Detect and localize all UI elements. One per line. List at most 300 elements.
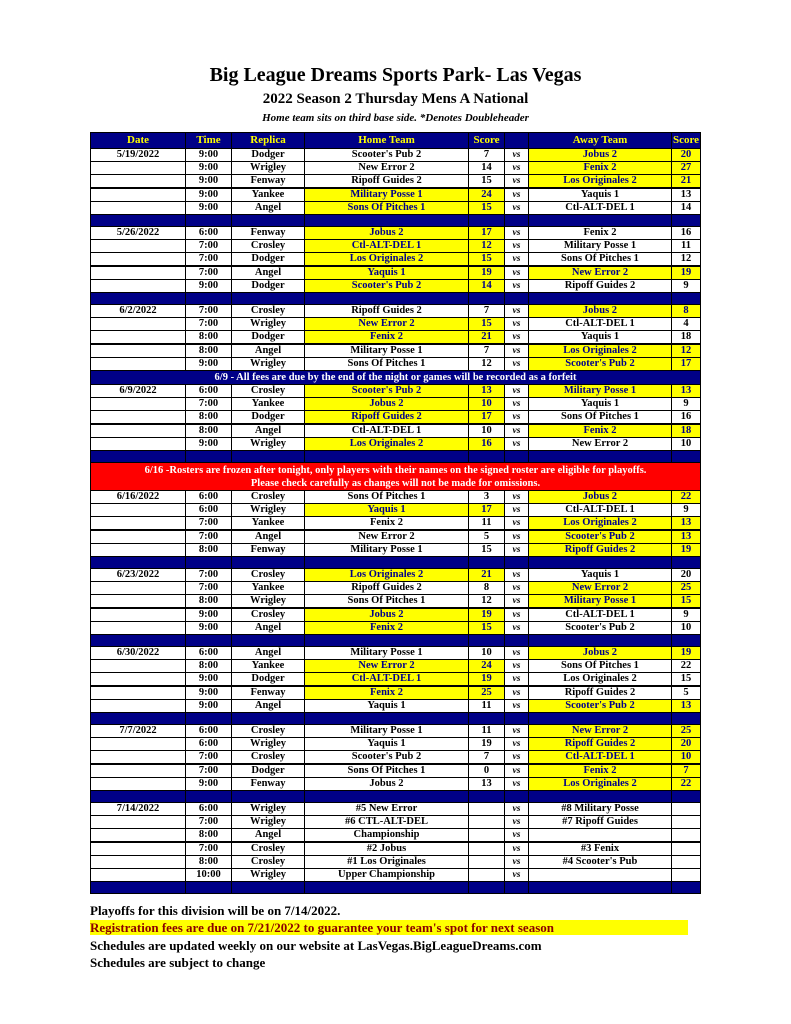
date-cell bbox=[91, 700, 186, 713]
vs-cell: vs bbox=[505, 398, 529, 411]
date-cell bbox=[91, 318, 186, 331]
away-score-cell: 9 bbox=[672, 398, 701, 411]
separator-cell bbox=[505, 791, 529, 803]
date-cell bbox=[91, 504, 186, 517]
home-score-cell: 11 bbox=[469, 725, 505, 738]
game-row bbox=[91, 738, 701, 751]
home-score-cell: 17 bbox=[469, 504, 505, 517]
separator-cell bbox=[672, 215, 701, 227]
home-team-cell: Jobus 2 bbox=[305, 608, 469, 622]
time-cell: 8:00 bbox=[186, 411, 232, 425]
home-score-cell: 12 bbox=[469, 358, 505, 371]
replica-cell: Wrigley bbox=[232, 803, 305, 816]
vs-cell: vs bbox=[505, 280, 529, 293]
separator-cell bbox=[232, 791, 305, 803]
home-team-cell: Fenix 2 bbox=[305, 517, 469, 531]
away-team-cell: Fenix 2 bbox=[529, 162, 672, 175]
home-team-cell: Jobus 2 bbox=[305, 227, 469, 240]
time-cell: 8:00 bbox=[186, 595, 232, 609]
date-cell: 6/23/2022 bbox=[91, 569, 186, 582]
date-cell: 6/16/2022 bbox=[91, 491, 186, 504]
away-team-cell: Scooter's Pub 2 bbox=[529, 700, 672, 713]
date-cell bbox=[91, 686, 186, 700]
game-row bbox=[91, 842, 701, 856]
time-cell: 9:00 bbox=[186, 438, 232, 451]
game-row bbox=[91, 344, 701, 358]
separator-cell bbox=[91, 293, 186, 305]
separator-cell bbox=[232, 882, 305, 894]
time-cell: 7:00 bbox=[186, 530, 232, 544]
separator-cell bbox=[186, 293, 232, 305]
time-cell: 7:00 bbox=[186, 517, 232, 531]
away-score-cell: 9 bbox=[672, 280, 701, 293]
vs-cell: vs bbox=[505, 331, 529, 345]
away-team-cell: Fenix 2 bbox=[529, 424, 672, 438]
time-cell: 7:00 bbox=[186, 253, 232, 267]
separator-cell bbox=[469, 882, 505, 894]
game-row bbox=[91, 544, 701, 557]
home-score-cell: 14 bbox=[469, 162, 505, 175]
away-score-cell: 9 bbox=[672, 504, 701, 517]
date-cell bbox=[91, 253, 186, 267]
away-score-cell: 10 bbox=[672, 438, 701, 451]
game-row bbox=[91, 622, 701, 635]
away-team-cell: Jobus 2 bbox=[529, 149, 672, 162]
vs-cell: vs bbox=[505, 227, 529, 240]
home-team-cell: Yaquis 1 bbox=[305, 738, 469, 751]
game-row bbox=[91, 595, 701, 609]
away-team-cell: Yaquis 1 bbox=[529, 398, 672, 411]
date-cell bbox=[91, 530, 186, 544]
vs-cell: vs bbox=[505, 344, 529, 358]
away-team-cell: #3 Fenix bbox=[529, 842, 672, 856]
date-cell: 6/30/2022 bbox=[91, 647, 186, 660]
game-row bbox=[91, 202, 701, 215]
home-score-cell: 0 bbox=[469, 764, 505, 778]
separator-cell bbox=[232, 451, 305, 463]
separator-cell bbox=[529, 713, 672, 725]
separator-cell bbox=[505, 215, 529, 227]
separator-cell bbox=[469, 215, 505, 227]
away-team-cell: Ctl-ALT-DEL 1 bbox=[529, 608, 672, 622]
home-team-cell: Ripoff Guides 2 bbox=[305, 582, 469, 595]
time-cell: 7:00 bbox=[186, 582, 232, 595]
home-score-cell: 19 bbox=[469, 673, 505, 687]
away-score-cell: 4 bbox=[672, 318, 701, 331]
game-row bbox=[91, 856, 701, 869]
date-cell bbox=[91, 240, 186, 253]
vs-cell: vs bbox=[505, 764, 529, 778]
game-row bbox=[91, 725, 701, 738]
vs-cell: vs bbox=[505, 491, 529, 504]
date-cell: 6/2/2022 bbox=[91, 305, 186, 318]
separator-cell bbox=[529, 293, 672, 305]
replica-cell: Fenway bbox=[232, 175, 305, 189]
away-score-cell: 19 bbox=[672, 266, 701, 280]
home-team-cell: Fenix 2 bbox=[305, 622, 469, 635]
away-score-cell: 17 bbox=[672, 358, 701, 371]
home-score-cell: 7 bbox=[469, 751, 505, 765]
away-score-cell: 25 bbox=[672, 582, 701, 595]
game-row bbox=[91, 188, 701, 202]
away-score-cell bbox=[672, 816, 701, 829]
col-header-home-team: Home Team bbox=[305, 133, 469, 149]
away-score-cell: 20 bbox=[672, 569, 701, 582]
game-row bbox=[91, 608, 701, 622]
separator-cell bbox=[505, 293, 529, 305]
away-score-cell: 8 bbox=[672, 305, 701, 318]
game-row bbox=[91, 504, 701, 517]
col-header-time: Time bbox=[186, 133, 232, 149]
game-row bbox=[91, 569, 701, 582]
date-cell: 7/7/2022 bbox=[91, 725, 186, 738]
time-cell: 9:00 bbox=[186, 175, 232, 189]
home-score-cell: 25 bbox=[469, 686, 505, 700]
game-row bbox=[91, 411, 701, 425]
separator-cell bbox=[672, 635, 701, 647]
replica-cell: Dodger bbox=[232, 149, 305, 162]
home-score-cell: 21 bbox=[469, 331, 505, 345]
separator-cell bbox=[672, 713, 701, 725]
away-score-cell: 14 bbox=[672, 202, 701, 215]
away-team-cell: Ripoff Guides 2 bbox=[529, 544, 672, 557]
replica-cell: Crosley bbox=[232, 751, 305, 765]
home-team-cell: Ripoff Guides 2 bbox=[305, 305, 469, 318]
vs-cell: vs bbox=[505, 530, 529, 544]
separator-cell bbox=[529, 635, 672, 647]
game-row bbox=[91, 240, 701, 253]
separator-cell bbox=[305, 215, 469, 227]
separator-row bbox=[91, 635, 701, 647]
replica-cell: Wrigley bbox=[232, 595, 305, 609]
separator-cell bbox=[305, 451, 469, 463]
separator-cell bbox=[469, 635, 505, 647]
separator-cell bbox=[529, 451, 672, 463]
vs-cell: vs bbox=[505, 869, 529, 882]
time-cell: 9:00 bbox=[186, 673, 232, 687]
home-team-cell: #5 New Error bbox=[305, 803, 469, 816]
away-team-cell: Ctl-ALT-DEL 1 bbox=[529, 751, 672, 765]
vs-cell: vs bbox=[505, 569, 529, 582]
date-cell bbox=[91, 673, 186, 687]
roster-banner-line1: 6/16 -Rosters are frozen after tonight, only players with their names on the signed roster are eligible for playoffs. bbox=[144, 464, 647, 476]
away-team-cell: Ripoff Guides 2 bbox=[529, 686, 672, 700]
game-row bbox=[91, 582, 701, 595]
away-score-cell bbox=[672, 869, 701, 882]
away-team-cell: New Error 2 bbox=[529, 582, 672, 595]
vs-cell: vs bbox=[505, 856, 529, 869]
replica-cell: Wrigley bbox=[232, 504, 305, 517]
away-team-cell: Ripoff Guides 2 bbox=[529, 280, 672, 293]
separator-cell bbox=[469, 791, 505, 803]
replica-cell: Crosley bbox=[232, 725, 305, 738]
time-cell: 6:00 bbox=[186, 385, 232, 398]
game-row bbox=[91, 227, 701, 240]
home-score-cell: 7 bbox=[469, 344, 505, 358]
replica-cell: Crosley bbox=[232, 842, 305, 856]
game-row bbox=[91, 869, 701, 882]
separator-cell bbox=[305, 293, 469, 305]
away-team-cell: Sons Of Pitches 1 bbox=[529, 253, 672, 267]
home-team-note: Home team sits on third base side. *Denotes Doubleheader bbox=[262, 112, 529, 124]
masthead bbox=[0, 0, 791, 125]
vs-cell: vs bbox=[505, 424, 529, 438]
away-team-cell: Sons Of Pitches 1 bbox=[529, 660, 672, 673]
home-score-cell: 17 bbox=[469, 411, 505, 425]
vs-cell: vs bbox=[505, 725, 529, 738]
date-cell bbox=[91, 829, 186, 843]
away-team-cell: Fenix 2 bbox=[529, 764, 672, 778]
game-row bbox=[91, 162, 701, 175]
away-team-cell: Military Posse 1 bbox=[529, 595, 672, 609]
time-cell: 9:00 bbox=[186, 700, 232, 713]
game-row bbox=[91, 438, 701, 451]
away-team-cell: Ctl-ALT-DEL 1 bbox=[529, 318, 672, 331]
replica-cell: Crosley bbox=[232, 491, 305, 504]
replica-cell: Angel bbox=[232, 202, 305, 215]
separator-cell bbox=[505, 451, 529, 463]
away-score-cell: 13 bbox=[672, 188, 701, 202]
game-row bbox=[91, 305, 701, 318]
date-cell bbox=[91, 778, 186, 791]
away-score-cell: 10 bbox=[672, 622, 701, 635]
separator-cell bbox=[91, 215, 186, 227]
col-header-vs bbox=[505, 133, 529, 149]
home-score-cell: 13 bbox=[469, 778, 505, 791]
time-cell: 6:00 bbox=[186, 227, 232, 240]
date-cell bbox=[91, 582, 186, 595]
away-team-cell: Sons Of Pitches 1 bbox=[529, 411, 672, 425]
home-score-cell: 21 bbox=[469, 569, 505, 582]
home-team-cell: #6 CTL-ALT-DEL bbox=[305, 816, 469, 829]
separator-cell bbox=[529, 557, 672, 569]
time-cell: 7:00 bbox=[186, 398, 232, 411]
away-score-cell: 22 bbox=[672, 491, 701, 504]
separator-cell bbox=[672, 451, 701, 463]
replica-cell: Crosley bbox=[232, 305, 305, 318]
game-row bbox=[91, 358, 701, 371]
home-score-cell: 5 bbox=[469, 530, 505, 544]
date-cell bbox=[91, 751, 186, 765]
time-cell: 6:00 bbox=[186, 491, 232, 504]
date-cell bbox=[91, 424, 186, 438]
away-team-cell: #7 Ripoff Guides bbox=[529, 816, 672, 829]
separator-cell bbox=[469, 451, 505, 463]
home-team-cell: Yaquis 1 bbox=[305, 504, 469, 517]
away-team-cell: New Error 2 bbox=[529, 266, 672, 280]
separator-cell bbox=[529, 791, 672, 803]
away-score-cell: 7 bbox=[672, 764, 701, 778]
away-team-cell: Ctl-ALT-DEL 1 bbox=[529, 202, 672, 215]
away-team-cell: Military Posse 1 bbox=[529, 385, 672, 398]
schedule-body bbox=[91, 149, 701, 894]
date-cell bbox=[91, 175, 186, 189]
vs-cell: vs bbox=[505, 647, 529, 660]
home-team-cell: Military Posse 1 bbox=[305, 188, 469, 202]
separator-row bbox=[91, 215, 701, 227]
vs-cell: vs bbox=[505, 240, 529, 253]
game-row bbox=[91, 751, 701, 765]
vs-cell: vs bbox=[505, 202, 529, 215]
home-score-cell: 11 bbox=[469, 700, 505, 713]
vs-cell: vs bbox=[505, 318, 529, 331]
separator-cell bbox=[305, 635, 469, 647]
replica-cell: Dodger bbox=[232, 673, 305, 687]
away-score-cell: 19 bbox=[672, 647, 701, 660]
away-score-cell: 13 bbox=[672, 530, 701, 544]
away-score-cell bbox=[672, 829, 701, 843]
replica-cell: Yankee bbox=[232, 398, 305, 411]
away-team-cell: Yaquis 1 bbox=[529, 569, 672, 582]
date-cell bbox=[91, 344, 186, 358]
away-team-cell: Scooter's Pub 2 bbox=[529, 358, 672, 371]
away-score-cell: 15 bbox=[672, 673, 701, 687]
date-cell: 7/14/2022 bbox=[91, 803, 186, 816]
date-cell bbox=[91, 842, 186, 856]
home-score-cell: 19 bbox=[469, 608, 505, 622]
game-row bbox=[91, 778, 701, 791]
away-team-cell: Los Originales 2 bbox=[529, 673, 672, 687]
game-row bbox=[91, 816, 701, 829]
game-row bbox=[91, 673, 701, 687]
away-team-cell: Jobus 2 bbox=[529, 305, 672, 318]
time-cell: 7:00 bbox=[186, 751, 232, 765]
col-header-date: Date bbox=[91, 133, 186, 149]
time-cell: 9:00 bbox=[186, 188, 232, 202]
replica-cell: Yankee bbox=[232, 517, 305, 531]
vs-cell: vs bbox=[505, 778, 529, 791]
footer-notes bbox=[90, 903, 791, 970]
division-subtitle: 2022 Season 2 Thursday Mens A National bbox=[262, 91, 529, 107]
home-score-cell: 14 bbox=[469, 280, 505, 293]
away-score-cell: 9 bbox=[672, 608, 701, 622]
date-cell bbox=[91, 816, 186, 829]
away-team-cell: Yaquis 1 bbox=[529, 331, 672, 345]
home-team-cell: Fenix 2 bbox=[305, 686, 469, 700]
home-score-cell: 15 bbox=[469, 202, 505, 215]
separator-cell bbox=[232, 293, 305, 305]
registration-note: Registration fees are due on 7/21/2022 to guarantee your team's spot for next season bbox=[90, 920, 688, 935]
replica-cell: Fenway bbox=[232, 778, 305, 791]
separator-cell bbox=[469, 293, 505, 305]
separator-row bbox=[91, 451, 701, 463]
home-score-cell bbox=[469, 842, 505, 856]
date-cell bbox=[91, 595, 186, 609]
home-team-cell: Sons Of Pitches 1 bbox=[305, 491, 469, 504]
replica-cell: Crosley bbox=[232, 856, 305, 869]
home-score-cell: 10 bbox=[469, 424, 505, 438]
home-score-cell bbox=[469, 816, 505, 829]
roster-banner-row bbox=[91, 463, 701, 491]
away-team-cell: Los Originales 2 bbox=[529, 517, 672, 531]
time-cell: 8:00 bbox=[186, 424, 232, 438]
away-score-cell: 18 bbox=[672, 424, 701, 438]
time-cell: 9:00 bbox=[186, 358, 232, 371]
playoffs-note: Playoffs for this division will be on 7/14/2022. bbox=[90, 903, 341, 918]
away-team-cell: Jobus 2 bbox=[529, 647, 672, 660]
separator-cell bbox=[91, 451, 186, 463]
separator-cell bbox=[672, 882, 701, 894]
home-score-cell: 15 bbox=[469, 544, 505, 557]
separator-cell bbox=[186, 451, 232, 463]
separator-cell bbox=[186, 882, 232, 894]
home-score-cell bbox=[469, 869, 505, 882]
home-team-cell: Scooter's Pub 2 bbox=[305, 751, 469, 765]
replica-cell: Angel bbox=[232, 622, 305, 635]
home-score-cell: 15 bbox=[469, 175, 505, 189]
col-header-replica: Replica bbox=[232, 133, 305, 149]
time-cell: 7:00 bbox=[186, 305, 232, 318]
away-score-cell: 13 bbox=[672, 385, 701, 398]
time-cell: 9:00 bbox=[186, 622, 232, 635]
away-score-cell: 25 bbox=[672, 725, 701, 738]
vs-cell: vs bbox=[505, 504, 529, 517]
home-score-cell: 8 bbox=[469, 582, 505, 595]
game-row bbox=[91, 803, 701, 816]
date-cell bbox=[91, 438, 186, 451]
vs-cell: vs bbox=[505, 517, 529, 531]
date-cell bbox=[91, 202, 186, 215]
date-cell bbox=[91, 608, 186, 622]
vs-cell: vs bbox=[505, 162, 529, 175]
away-team-cell: New Error 2 bbox=[529, 725, 672, 738]
time-cell: 7:00 bbox=[186, 569, 232, 582]
table-header-row bbox=[91, 133, 701, 149]
vs-cell: vs bbox=[505, 829, 529, 843]
replica-cell: Dodger bbox=[232, 331, 305, 345]
vs-cell: vs bbox=[505, 660, 529, 673]
away-score-cell: 13 bbox=[672, 517, 701, 531]
replica-cell: Crosley bbox=[232, 608, 305, 622]
home-team-cell: Los Originales 2 bbox=[305, 569, 469, 582]
replica-cell: Crosley bbox=[232, 569, 305, 582]
home-team-cell: Jobus 2 bbox=[305, 398, 469, 411]
replica-cell: Angel bbox=[232, 424, 305, 438]
home-team-cell: Military Posse 1 bbox=[305, 647, 469, 660]
separator-cell bbox=[505, 635, 529, 647]
time-cell: 8:00 bbox=[186, 856, 232, 869]
home-team-cell: Ripoff Guides 2 bbox=[305, 411, 469, 425]
separator-cell bbox=[91, 557, 186, 569]
date-cell bbox=[91, 544, 186, 557]
vs-cell: vs bbox=[505, 266, 529, 280]
time-cell: 7:00 bbox=[186, 240, 232, 253]
home-team-cell: Sons Of Pitches 1 bbox=[305, 764, 469, 778]
replica-cell: Wrigley bbox=[232, 869, 305, 882]
vs-cell: vs bbox=[505, 358, 529, 371]
home-score-cell: 7 bbox=[469, 149, 505, 162]
home-team-cell: New Error 2 bbox=[305, 530, 469, 544]
home-score-cell: 10 bbox=[469, 647, 505, 660]
time-cell: 7:00 bbox=[186, 764, 232, 778]
vs-cell: vs bbox=[505, 608, 529, 622]
game-row bbox=[91, 530, 701, 544]
separator-cell bbox=[186, 791, 232, 803]
col-header-away-team: Away Team bbox=[529, 133, 672, 149]
vs-cell: vs bbox=[505, 582, 529, 595]
time-cell: 9:00 bbox=[186, 778, 232, 791]
time-cell: 9:00 bbox=[186, 686, 232, 700]
separator-cell bbox=[469, 713, 505, 725]
date-cell: 5/26/2022 bbox=[91, 227, 186, 240]
time-cell: 8:00 bbox=[186, 331, 232, 345]
separator-cell bbox=[529, 882, 672, 894]
separator-row bbox=[91, 713, 701, 725]
replica-cell: Crosley bbox=[232, 385, 305, 398]
vs-cell: vs bbox=[505, 411, 529, 425]
home-team-cell: Sons Of Pitches 1 bbox=[305, 358, 469, 371]
vs-cell: vs bbox=[505, 253, 529, 267]
